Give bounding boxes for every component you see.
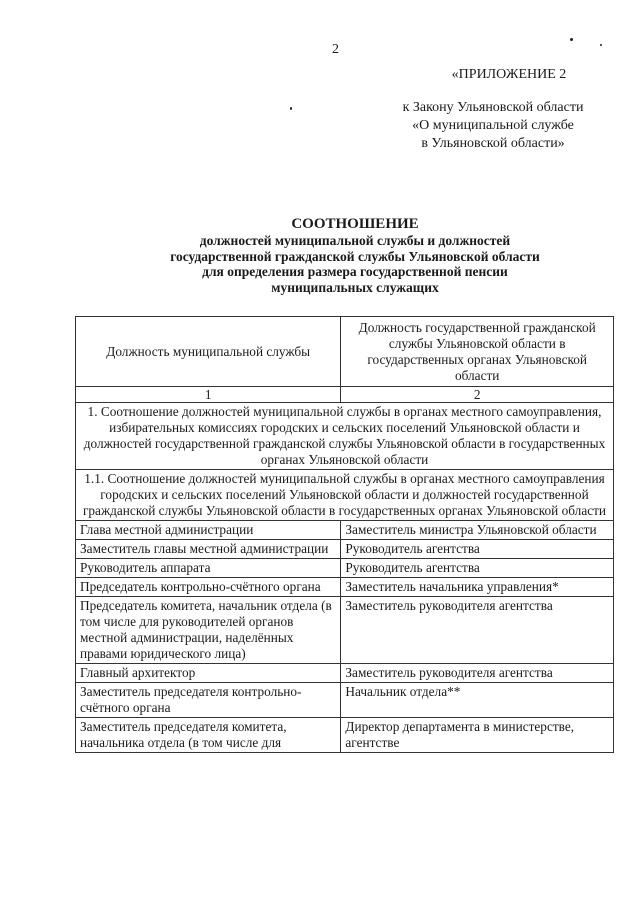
- appendix-reference: [380, 99, 606, 153]
- municipal-position-cell: Заместитель главы местной администрации: [76, 540, 341, 559]
- header-municipal-position: Должность муниципальной службы: [76, 317, 341, 387]
- page-number: 2: [332, 42, 339, 57]
- municipal-position-cell: Глава местной администрации: [76, 521, 341, 540]
- state-position-cell: Заместитель руководителя агентства: [341, 597, 614, 664]
- section-heading-row: [76, 403, 614, 470]
- state-position-cell: Руководитель агентства: [341, 540, 614, 559]
- header-state-position: Должность государственной гражданской службы Ульяновской области в государственных органах Ульяновской области: [341, 317, 614, 387]
- state-position-cell: Заместитель руководителя агентства: [341, 664, 614, 683]
- column-number: 1: [76, 387, 341, 403]
- positions-table: [75, 316, 614, 753]
- title-line: государственной гражданской службы Ульяновской области: [170, 248, 540, 264]
- municipal-position-cell: Председатель комитета, начальник отдела (в том числе для руководителей органов местной администрации, наделённых правами юридического лица): [76, 597, 341, 664]
- municipal-position-cell: Заместитель председателя контрольно-счётного органа: [76, 683, 341, 718]
- appendix-ref-line: «О муниципальной службе: [412, 118, 574, 133]
- municipal-position-cell: Председатель контрольно-счётного органа: [76, 578, 341, 597]
- municipal-position-cell: Главный архитектор: [76, 664, 341, 683]
- table-row: [76, 559, 614, 578]
- column-number-row: [76, 387, 614, 403]
- table-row: [76, 597, 614, 664]
- section-1-1-heading: 1.1. Соотношение должностей муниципальной службы в органах местного самоуправления городских и сельских поселений Ульяновской области и должностей государственной гражданской службы Ульяновской области в государственных органах Ульяновской области: [76, 470, 614, 521]
- municipal-position-cell: Заместитель председателя комитета, начальника отдела (в том числе для: [76, 718, 341, 753]
- appendix-ref-line: к Закону Ульяновской области: [402, 100, 584, 115]
- state-position-cell: Начальник отдела**: [341, 683, 614, 718]
- title-line: муниципальных служащих: [271, 279, 439, 295]
- scan-speck: [570, 38, 573, 41]
- table-row: [76, 540, 614, 559]
- section-1-heading: 1. Соотношение должностей муниципальной службы в органах местного самоуправления, избирательных комиссиях городских и сельских поселений Ульяновской области и должностей государственной гражданской службы Ульяновской области в государственных органах Ульяновской области: [76, 403, 614, 470]
- state-position-cell: Руководитель агентства: [341, 559, 614, 578]
- column-number: 2: [341, 387, 614, 403]
- title-main: СООТНОШЕНИЕ: [291, 216, 419, 232]
- title-line: должностей муниципальной службы и должностей: [199, 233, 511, 248]
- subsection-heading-row: [76, 470, 614, 521]
- state-position-cell: Заместитель министра Ульяновской области: [341, 521, 614, 540]
- appendix-title: «ПРИЛОЖЕНИЕ 2: [451, 67, 567, 82]
- title-line: для определения размера государственной пенсии: [202, 264, 508, 279]
- state-position-cell: Заместитель начальника управления*: [341, 578, 614, 597]
- document-title: [75, 216, 635, 295]
- table-row: [76, 578, 614, 597]
- scan-speck: [600, 44, 602, 46]
- municipal-position-cell: Руководитель аппарата: [76, 559, 341, 578]
- table-row: [76, 664, 614, 683]
- table-row: [76, 683, 614, 718]
- appendix-ref-line: в Ульяновской области»: [421, 136, 565, 151]
- scan-speck: [290, 107, 292, 110]
- table-header-row: [76, 317, 614, 387]
- table-row: [76, 718, 614, 753]
- table-row: [76, 521, 614, 540]
- state-position-cell: Директор департамента в министерстве, агентстве: [341, 718, 614, 753]
